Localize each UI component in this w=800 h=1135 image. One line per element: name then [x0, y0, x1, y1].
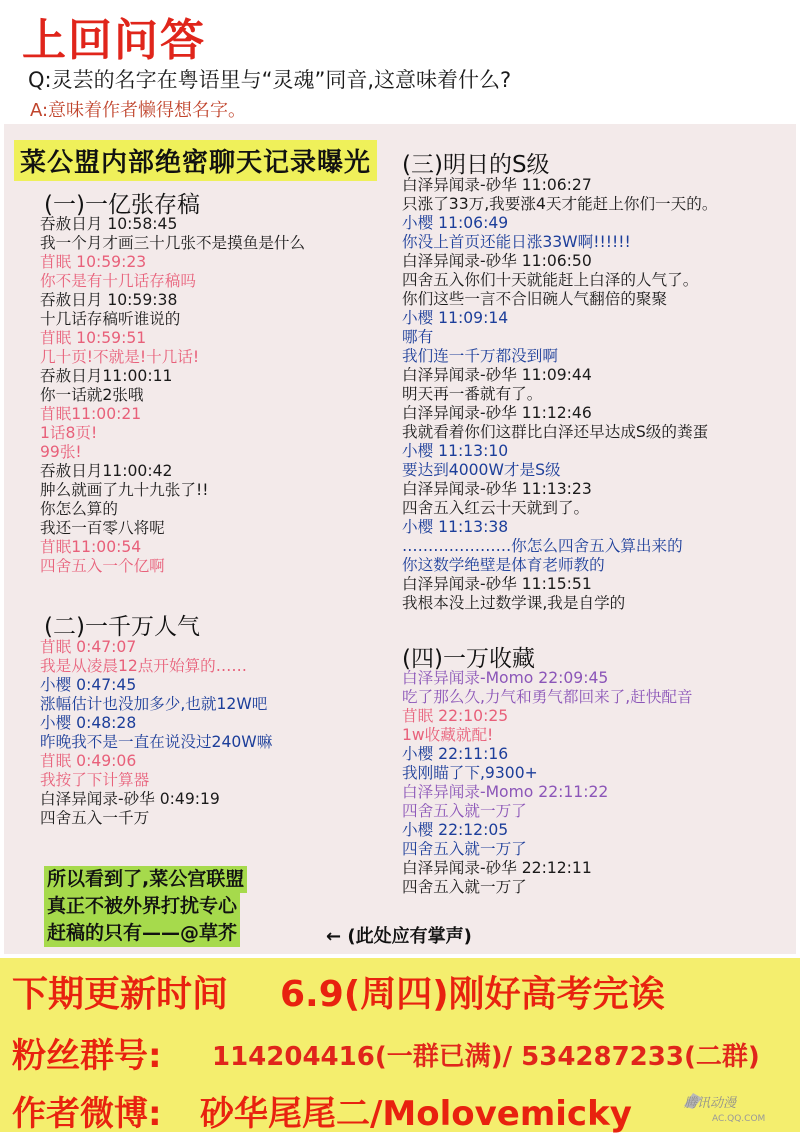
chat-line: 白泽异闻录-Momo 22:09:45 — [402, 669, 609, 687]
chat-line: 苜眠 22:10:25 — [402, 707, 509, 725]
chat-line: 1话8页! — [40, 424, 98, 442]
chat-line: 四舍五入一个亿啊 — [40, 557, 165, 575]
chat-line: 你这数学绝壁是体育老师教的 — [402, 556, 605, 574]
chat-line: 小樱 22:11:16 — [402, 745, 509, 763]
chat-log-section-1 — [40, 215, 305, 576]
chat-line: 白泽异闻录-砂华 11:12:46 — [402, 404, 592, 422]
chat-line: 吞赦日月 10:59:38 — [40, 291, 178, 309]
chat-line: 要达到4000W才是S级 — [402, 461, 561, 479]
chat-line: 我刚瞄了下,9300+ — [402, 764, 538, 782]
chat-line: 1w收藏就配! — [402, 726, 494, 744]
next-update-value: 6.9(周四)刚好高考完诶 — [280, 974, 665, 1015]
conclusion-line: 所以看到了,菜公宫联盟 — [44, 866, 247, 893]
fan-group-label: 粉丝群号: — [12, 1036, 162, 1076]
weibo-value: 砂华尾尾二/Molovemicky — [200, 1094, 632, 1134]
chat-line: 白泽异闻录-砂华 11:13:23 — [402, 480, 592, 498]
watermark-url: AC.QQ.COM — [712, 1114, 766, 1124]
chat-line: 四舍五入就一万了 — [402, 840, 527, 858]
chat-line: 苜眠 10:59:23 — [40, 253, 147, 271]
section-title-2: (二)一千万人气 — [44, 614, 200, 640]
chat-line: 白泽异闻录-砂华 0:49:19 — [40, 790, 220, 808]
chat-line: 苜眠11:00:54 — [40, 538, 142, 556]
chat-line: 四舍五入红云十天就到了。 — [402, 499, 590, 517]
chat-line: 白泽异闻录-Momo 22:11:22 — [402, 783, 609, 801]
chat-line: 白泽异闻录-砂华 11:09:44 — [402, 366, 592, 384]
chat-line: 哪有 — [402, 328, 434, 346]
chat-line: 小樱 22:12:05 — [402, 821, 509, 839]
chat-line: 白泽异闻录-砂华 11:15:51 — [402, 575, 592, 593]
chat-line: 小樱 0:48:28 — [40, 714, 137, 732]
chat-line: …………………你怎么四舍五入算出来的 — [402, 537, 683, 555]
chat-line: 肿么就画了九十九张了!! — [40, 481, 209, 499]
chat-log-banner: 菜公盟内部绝密聊天记录曝光 — [14, 140, 377, 181]
chat-line: 你不是有十几话存稿吗 — [40, 272, 196, 290]
conclusion-line: 赶稿的只有——@草芥 — [44, 920, 240, 947]
chat-line: 吞赦日月11:00:42 — [40, 462, 173, 480]
chat-line: 苜眠 0:49:06 — [40, 752, 137, 770]
fan-group-value: 114204416(一群已满)/ 534287233(二群) — [212, 1042, 760, 1072]
chat-line: 苜眠 0:47:07 — [40, 638, 137, 656]
chat-line: 只涨了33万,我要涨4天才能赶上你们一天的。 — [402, 195, 718, 213]
chat-log-section-2 — [40, 638, 272, 828]
previous-question: Q:灵芸的名字在粤语里与“灵魂”同音,这意味着什么? — [28, 68, 512, 92]
chat-log-section-3 — [402, 176, 717, 613]
section-title-3: (三)明日的S级 — [402, 152, 550, 178]
chat-line: 小樱 11:06:49 — [402, 214, 509, 232]
chat-line: 苜眠11:00:21 — [40, 405, 142, 423]
next-update-label: 下期更新时间 — [12, 974, 229, 1015]
section-title-4: (四)一万收藏 — [402, 646, 535, 672]
chat-line: 小樱 11:09:14 — [402, 309, 509, 327]
chat-line: 我根本没上过数学课,我是自学的 — [402, 594, 626, 612]
chat-line: 十几话存稿听谁说的 — [40, 310, 181, 328]
previous-answer: A:意味着作者懒得想名字。 — [30, 100, 247, 121]
chat-line: 你怎么算的 — [40, 500, 118, 518]
applause-note: ← (此处应有掌声) — [326, 926, 472, 947]
chat-log-section-4 — [402, 669, 693, 897]
chat-line: 99张! — [40, 443, 82, 461]
chat-line: 几十页!不就是!十几话! — [40, 348, 200, 366]
chat-line: 四舍五入你们十天就能赶上白泽的人气了。 — [402, 271, 699, 289]
chat-line: 我还一百零八将呢 — [40, 519, 165, 537]
chat-line: 四舍五入就一万了 — [402, 802, 527, 820]
chat-line: 白泽异闻录-砂华 11:06:27 — [402, 176, 592, 194]
chat-line: 四舍五入就一万了 — [402, 878, 527, 896]
chat-line: 我按了下计算器 — [40, 771, 150, 789]
conclusion-block — [44, 866, 247, 947]
weibo-label: 作者微博: — [12, 1094, 162, 1134]
chat-line: 小樱 11:13:10 — [402, 442, 509, 460]
chat-line: 你一话就2张哦 — [40, 386, 144, 404]
chat-line: 我一个月才画三十几张不是摸鱼是什么 — [40, 234, 306, 252]
chat-line: 我是从凌晨12点开始算的…… — [40, 657, 247, 675]
chat-line: 白泽异闻录-砂华 22:12:11 — [402, 859, 592, 877]
chat-line: 你们这些一言不合旧碗人气翻倍的聚聚 — [402, 290, 668, 308]
chat-line: 明天再一番就有了。 — [402, 385, 543, 403]
chat-line: 吞赦日月 10:58:45 — [40, 215, 178, 233]
chat-line: 苜眠 10:59:51 — [40, 329, 147, 347]
chat-line: 你没上首页还能日涨33W啊!!!!!! — [402, 233, 631, 251]
watermark-name: 腾讯动漫 — [684, 1096, 737, 1111]
chat-line: 四舍五入一千万 — [40, 809, 150, 827]
page-title: 上回问答 — [22, 15, 206, 66]
chat-line: 吞赦日月11:00:11 — [40, 367, 173, 385]
chat-line: 白泽异闻录-砂华 11:06:50 — [402, 252, 592, 270]
chat-line: 我们连一千万都没到啊 — [402, 347, 558, 365]
chat-line: 小樱 11:13:38 — [402, 518, 509, 536]
chat-line: 涨幅估计也没加多少,也就12W吧 — [40, 695, 268, 713]
chat-line: 小樱 0:47:45 — [40, 676, 137, 694]
chat-line: 吃了那么久,力气和勇气都回来了,赶快配音 — [402, 688, 693, 706]
chat-line: 我就看着你们这群比白泽还早达成S级的粪蛋 — [402, 423, 709, 441]
section-title-1: (一)一亿张存稿 — [44, 192, 200, 218]
conclusion-line: 真正不被外界打扰专心 — [44, 893, 240, 920]
chat-line: 昨晚我不是一直在说没过240W嘛 — [40, 733, 273, 751]
